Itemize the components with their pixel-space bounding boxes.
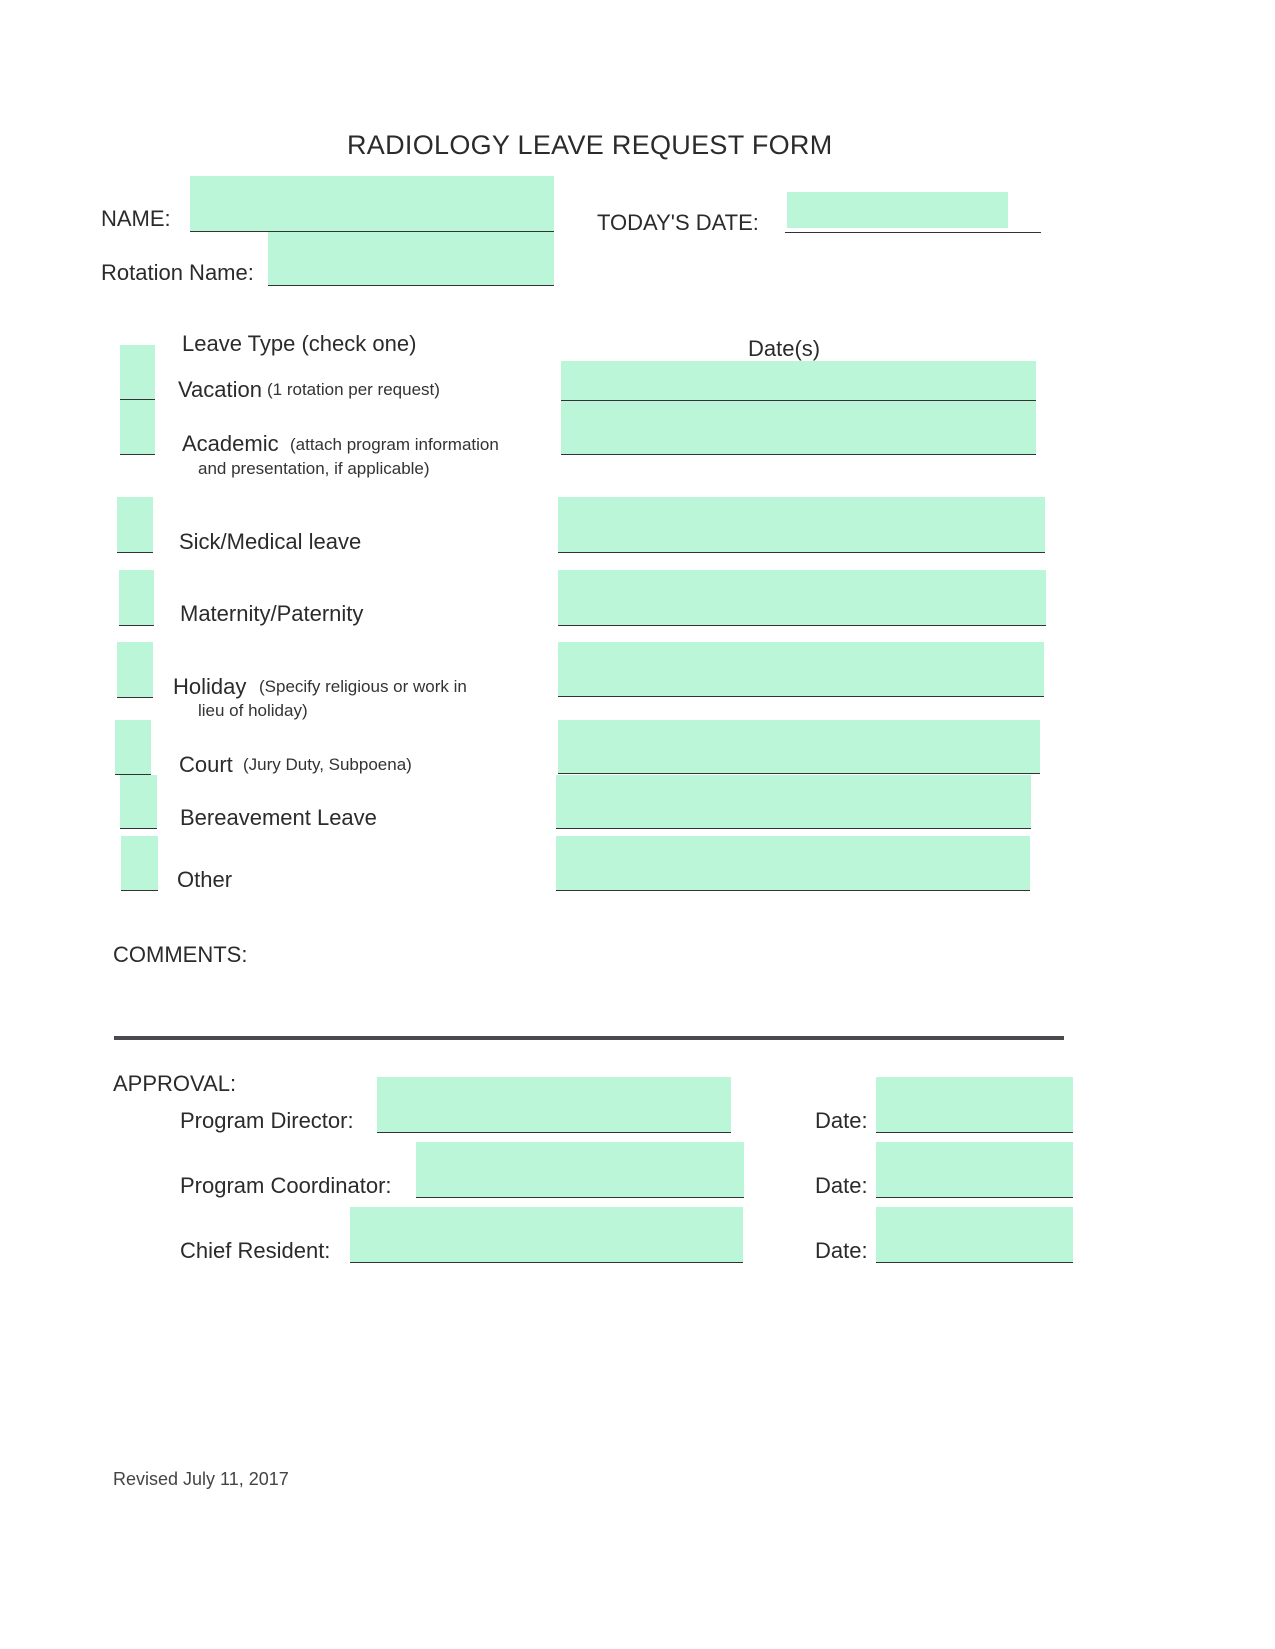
maternity-dates-input[interactable] [558,570,1046,626]
program-director-label: Program Director: [180,1108,354,1133]
program-coordinator-date-input[interactable] [876,1142,1073,1198]
name-label: NAME: [101,206,171,231]
program-director-input[interactable] [377,1077,731,1133]
leave-type-header: Leave Type (check one) [182,331,417,356]
holiday-checkbox[interactable] [117,642,153,698]
court-label: Court [179,752,233,777]
vacation-checkbox[interactable] [120,345,155,400]
todays-date-label: TODAY'S DATE: [597,210,759,235]
sick-checkbox[interactable] [117,497,153,553]
bereavement-checkbox[interactable] [120,775,157,829]
chief-resident-input[interactable] [350,1207,743,1263]
comments-label: COMMENTS: [113,942,248,967]
holiday-label: Holiday [173,674,247,699]
program-coordinator-label: Program Coordinator: [180,1173,392,1198]
program-coordinator-date-label: Date: [815,1173,868,1198]
court-note: (Jury Duty, Subpoena) [243,755,412,774]
program-coordinator-input[interactable] [416,1142,744,1198]
other-checkbox[interactable] [121,836,158,891]
bereavement-label: Bereavement Leave [180,805,377,830]
academic-label: Academic [182,431,279,456]
form-title: RADIOLOGY LEAVE REQUEST FORM [347,130,833,160]
program-director-date-label: Date: [815,1108,868,1133]
holiday-dates-input[interactable] [558,642,1044,697]
maternity-label: Maternity/Paternity [180,601,364,626]
rotation-input[interactable] [268,232,554,286]
holiday-note-line2: lieu of holiday) [198,701,308,720]
academic-dates-input[interactable] [561,401,1036,455]
revised-date: Revised July 11, 2017 [113,1469,289,1489]
program-director-date-input[interactable] [876,1077,1073,1133]
other-dates-input[interactable] [556,836,1030,891]
chief-resident-date-input[interactable] [876,1207,1073,1263]
vacation-note: (1 rotation per request) [267,380,440,399]
vacation-label: Vacation [178,377,262,402]
rotation-label: Rotation Name: [101,260,254,285]
vacation-dates-input[interactable] [561,361,1036,401]
court-dates-input[interactable] [558,720,1040,774]
academic-note: (attach program information [290,435,499,454]
sick-dates-input[interactable] [558,497,1045,553]
sick-label: Sick/Medical leave [179,529,362,554]
bereavement-dates-input[interactable] [556,775,1031,829]
academic-note-line2: and presentation, if applicable) [198,459,430,478]
dates-header: Date(s) [748,336,821,361]
academic-checkbox[interactable] [120,400,155,455]
chief-resident-label: Chief Resident: [180,1238,331,1263]
court-checkbox[interactable] [115,720,151,775]
maternity-checkbox[interactable] [119,570,154,626]
name-input[interactable] [190,176,554,232]
approval-label: APPROVAL: [113,1071,237,1096]
todays-date-underline [785,232,1041,233]
comments-rule [114,1036,1064,1040]
chief-resident-date-label: Date: [815,1238,868,1263]
todays-date-input[interactable] [787,192,1008,228]
other-label: Other [177,867,233,892]
holiday-note: (Specify religious or work in [259,677,467,696]
